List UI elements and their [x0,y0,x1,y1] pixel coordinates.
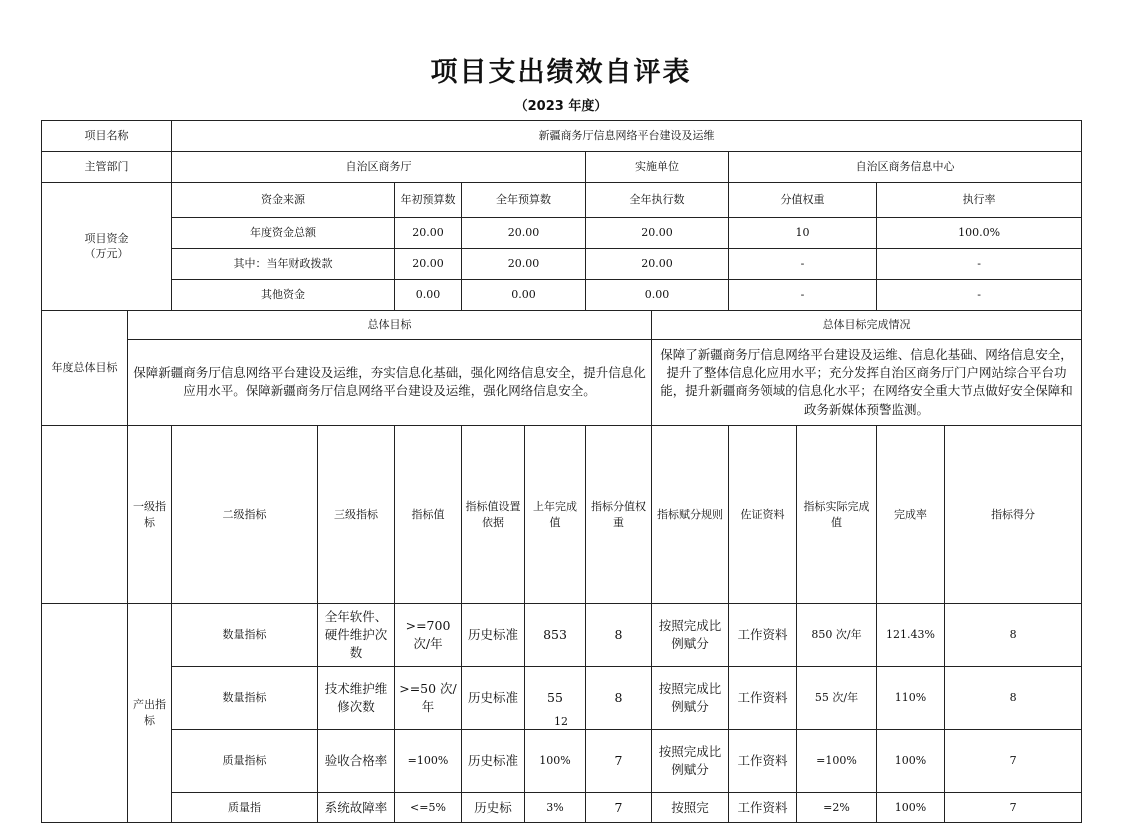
header-rule: 指标赋分规则 [652,425,729,603]
funds-annual: 20.00 [462,248,586,279]
funds-header-initial-budget: 年初预算数 [395,183,462,218]
indicator-score: 7 [945,730,1082,793]
funds-header-executed: 全年执行数 [586,183,729,218]
indicator-blank [42,604,128,823]
funds-header-row [42,183,1082,218]
funds-initial: 20.00 [395,248,462,279]
indicator-evidence: 工作资料 [729,604,797,667]
header-level1: 一级指标 [128,425,172,603]
header-level2: 二级指标 [172,425,318,603]
funds-executed: 20.00 [586,217,729,248]
header-value: 指标值 [395,425,462,603]
indicator-rate: 121.43% [877,604,945,667]
funds-initial: 20.00 [395,217,462,248]
indicator-value: <=5% [395,793,462,823]
funds-header-weight: 分值权重 [729,183,877,218]
dept-value: 自治区商务厅 [172,152,586,183]
funds-header-source: 资金来源 [172,183,395,218]
indicator-level3: 系统故障率 [318,793,395,823]
indicator-score: 8 [945,604,1082,667]
indicator-header-blank [42,425,128,603]
project-name-label: 项目名称 [42,121,172,152]
indicator-weight: 8 [586,667,652,730]
indicator-basis: 历史标准 [462,667,525,730]
indicator-rate: 100% [877,793,945,823]
header-basis: 指标值设置依据 [462,425,525,603]
funds-source: 其他资金 [172,279,395,310]
indicator-value: =100% [395,730,462,793]
indicator-rule: 按照完成比例赋分 [652,604,729,667]
funds-annual: 0.00 [462,279,586,310]
header-score: 指标得分 [945,425,1082,603]
indicator-actual: =2% [797,793,877,823]
indicator-actual: 850 次/年 [797,604,877,667]
header-level3: 三级指标 [318,425,395,603]
indicator-last: 55 [525,667,586,730]
funds-row [42,248,1082,279]
funds-initial: 0.00 [395,279,462,310]
indicator-actual: =100% [797,730,877,793]
project-name-row [42,121,1082,152]
department-row [42,152,1082,183]
indicator-basis: 历史标 [462,793,525,823]
indicator-last: 3% [525,793,586,823]
indicator-rate: 100% [877,730,945,793]
funds-source: 年度资金总额 [172,217,395,248]
indicator-level2: 数量指标 [172,604,318,667]
goals-result-text: 保障了新疆商务厅信息网络平台建设及运维、信息化基础、网络信息安全，提升了整体信息化应用水平；充分发挥自治区商务厅门户网站综合平台功能，提升新疆商务领域的信息化水平；在网络安全重大节点做好安全保障和政务新媒体预警监测。 [652,339,1082,425]
funds-rate: - [877,279,1082,310]
dept-label: 主管部门 [42,152,172,183]
page-subtitle: （2023 年度） [514,99,608,114]
funds-executed: 0.00 [586,279,729,310]
indicator-score: 8 [945,667,1082,730]
indicator-level3: 验收合格率 [318,730,395,793]
indicator-value: >=700 次/年 [395,604,462,667]
indicator-level2: 质量指标 [172,730,318,793]
funds-header-annual-budget: 全年预算数 [462,183,586,218]
indicator-value: >=50 次/年 [395,667,462,730]
indicator-weight: 7 [586,793,652,823]
goals-result-header: 总体目标完成情况 [652,310,1082,339]
funds-weight: 10 [729,217,877,248]
indicator-rule: 按照完成比例赋分 [652,730,729,793]
goals-header-row [42,310,1082,339]
indicator-evidence: 工作资料 [729,730,797,793]
header-evidence: 佐证资料 [729,425,797,603]
unit-label: 实施单位 [586,152,729,183]
funds-weight: - [729,279,877,310]
indicator-level2: 数量指标 [172,667,318,730]
indicator-weight: 8 [586,604,652,667]
goals-label: 年度总体目标 [42,310,128,425]
header-weight: 指标分值权重 [586,425,652,603]
funds-label [42,183,172,311]
indicator-evidence: 工作资料 [729,793,797,823]
funds-rate: 100.0% [877,217,1082,248]
indicator-actual: 55 次/年 [797,667,877,730]
indicator-rate: 110% [877,667,945,730]
funds-annual: 20.00 [462,217,586,248]
project-name-value: 新疆商务厅信息网络平台建设及运维 [172,121,1082,152]
indicator-rule: 按照完成比例赋分 [652,667,729,730]
indicator-row [42,604,1082,667]
page-title: 项目支出绩效自评表 [430,57,692,88]
page-number: 12 [554,715,568,728]
indicator-evidence: 工作资料 [729,667,797,730]
indicator-last: 853 [525,604,586,667]
indicator-row [42,793,1082,823]
indicator-last: 100% [525,730,586,793]
unit-value: 自治区商务信息中心 [729,152,1082,183]
indicator-basis: 历史标准 [462,604,525,667]
funds-header-exec-rate: 执行率 [877,183,1082,218]
indicator-level1: 产出指标 [128,604,172,823]
funds-label-line2: （万元） [84,247,129,261]
indicator-score: 7 [945,793,1082,823]
header-last-year: 上年完成值 [525,425,586,603]
goals-target-header: 总体目标 [128,310,652,339]
funds-source: 其中：当年财政拨款 [172,248,395,279]
funds-row [42,279,1082,310]
funds-row [42,217,1082,248]
header-rate: 完成率 [877,425,945,603]
indicator-row [42,730,1082,793]
funds-rate: - [877,248,1082,279]
funds-weight: - [729,248,877,279]
indicator-rule: 按照完 [652,793,729,823]
indicator-weight: 7 [586,730,652,793]
funds-label-line1: 项目资金 [84,231,129,245]
indicator-level2: 质量指 [172,793,318,823]
header-actual: 指标实际完成值 [797,425,877,603]
goals-target-text: 保障新疆商务厅信息网络平台建设及运维，夯实信息化基础，强化网络信息安全，提升信息化应用水平。保障新疆商务厅信息网络平台建设及运维，强化网络信息安全。 [128,339,652,425]
indicator-header-row [42,425,1082,603]
indicator-level3: 技术维护维修次数 [318,667,395,730]
indicator-level3: 全年软件、硬件维护次数 [318,604,395,667]
goals-content-row [42,339,1082,425]
funds-executed: 20.00 [586,248,729,279]
indicator-basis: 历史标准 [462,730,525,793]
